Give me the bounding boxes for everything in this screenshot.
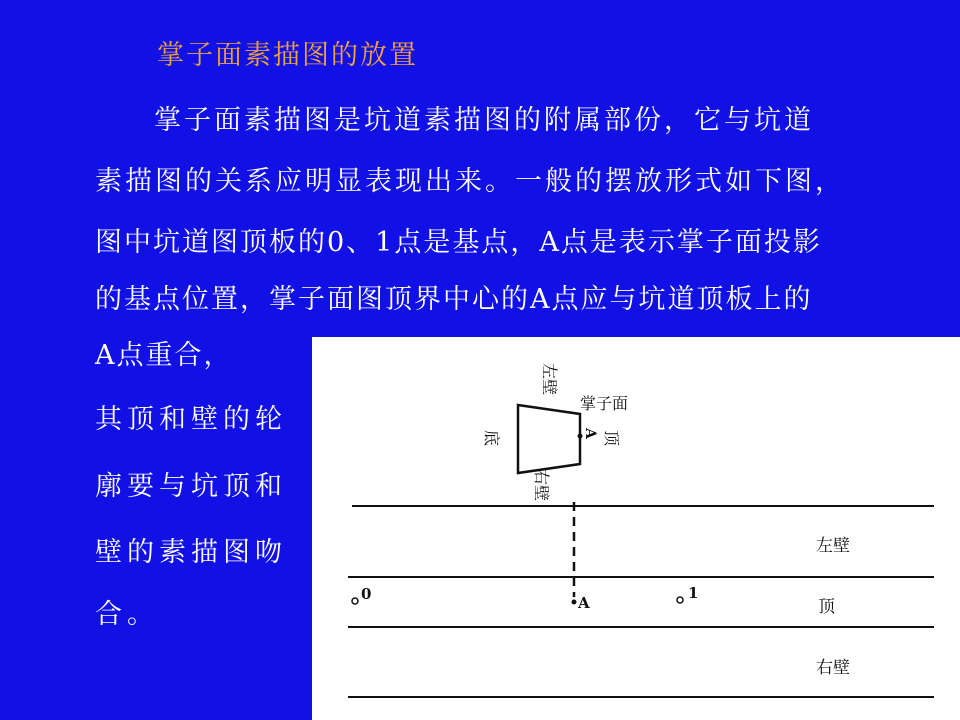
face-top-label: 顶 xyxy=(602,430,621,447)
point-1-marker xyxy=(677,597,683,603)
face-title-label: 掌子面 xyxy=(580,394,629,413)
figure-panel xyxy=(312,337,960,720)
paragraph-line-5: A点重合， xyxy=(95,340,233,371)
face-point-a-label: A xyxy=(582,428,598,439)
paragraph-line-3: 图中坑道图顶板的0、1点是基点，A点是表示掌子面投影 xyxy=(95,227,822,258)
face-left-wall-label: 左壁 xyxy=(540,363,559,396)
point-1-label: 1 xyxy=(688,584,699,602)
tunnel-left-wall-label: 左壁 xyxy=(816,536,850,556)
tunnel-sketch-diagram xyxy=(312,337,960,720)
point-0-label: 0 xyxy=(361,585,372,603)
paragraph-line-2: 素描图的关系应明显表现出来。一般的摆放形式如下图， xyxy=(95,166,845,197)
face-bottom-label: 底 xyxy=(482,430,501,447)
face-outline xyxy=(518,405,580,473)
side-text-line-3: 壁的素描图吻 xyxy=(95,537,287,568)
face-right-wall-label: 右壁 xyxy=(532,469,551,502)
point-a-label: A xyxy=(578,594,590,612)
paragraph-line-1: 掌子面素描图是坑道素描图的附属部份，它与坑道 xyxy=(154,105,814,136)
tunnel-top-label: 顶 xyxy=(818,597,835,617)
point-a-marker xyxy=(572,600,577,605)
side-text-line-1: 其顶和壁的轮 xyxy=(95,404,287,435)
face-point-a-dot xyxy=(578,434,583,439)
tunnel-right-wall-label: 右壁 xyxy=(816,658,850,678)
side-text-line-4: 合。 xyxy=(95,599,159,630)
point-0-marker xyxy=(352,598,358,604)
slide-title: 掌子面素描图的放置 xyxy=(157,40,418,71)
paragraph-line-4: 的基点位置，掌子面图顶界中心的A点应与坑道顶板上的 xyxy=(95,284,813,315)
side-text-line-2: 廓要与坑顶和 xyxy=(95,471,287,502)
